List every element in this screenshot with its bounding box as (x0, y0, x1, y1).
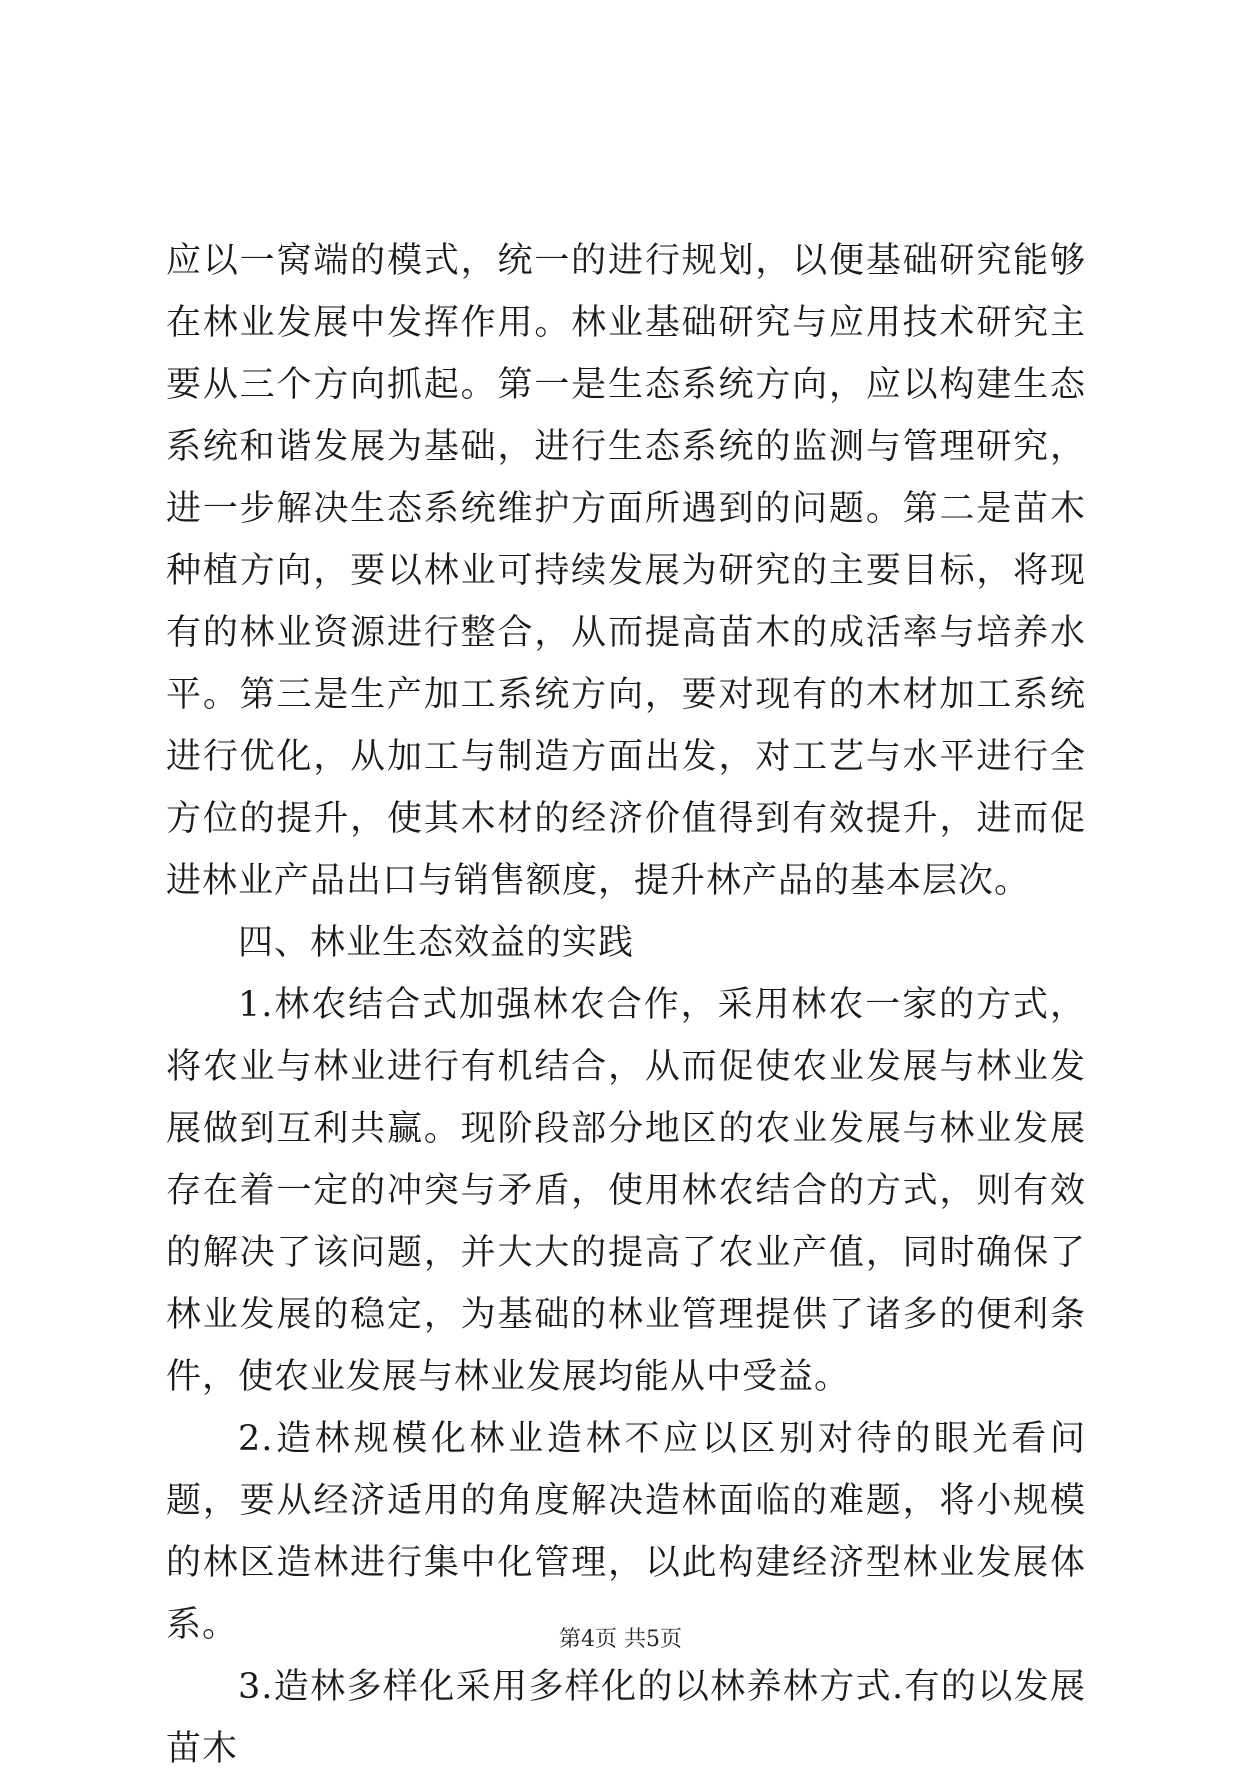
list-item: 3.造林多样化采用多样化的以林养林方式.有的以发展苗木 (166, 1667, 1086, 1769)
list-item: 1.林农结合式加强林农合作，采用林农一家的方式，将农业与林业进行有机结合，从而促使农业发展与林业发展做到互利共赢。现阶段部分地区的农业发展与林业发展存在着一定的冲突与矛盾，使用林农结合的方式，则有效的解决了该问题，并大大的提高了农业产值，同时确保了林业发展的稳定，为基础的林业管理提供了诸多的便利条件，使农业发展与林业发展均能从中受益。 (166, 985, 1086, 1397)
document-body (166, 230, 1086, 1780)
body-paragraph: 应以一窝端的模式，统一的进行规划，以便基础研究能够在林业发展中发挥作用。林业基础研究与应用技术研究主要从三个方向抓起。第一是生态系统方向，应以构建生态系统和谐发展为基础，进行生态系统的监测与管理研究，进一步解决生态系统维护方面所遇到的问题。第二是苗木种植方向，要以林业可持续发展为研究的主要目标，将现有的林业资源进行整合，从而提高苗木的成活率与培养水平。第三是生产加工系统方向，要对现有的木材加工系统进行优化，从加工与制造方面出发，对工艺与水平进行全方位的提升，使其木材的经济价值得到有效提升，进而促进林业产品出口与销售额度，提升林产品的基本层次。 (166, 241, 1086, 901)
section-heading: 四、林业生态效益的实践 (238, 923, 635, 963)
list-item: 2.造林规模化林业造林不应以区别对待的眼光看问题，要从经济适用的角度解决造林面临的难题，将小规模的林区造林进行集中化管理，以此构建经济型林业发展体系。 (166, 1419, 1086, 1645)
page-number-footer: 第4页 共5页 (559, 1627, 682, 1652)
